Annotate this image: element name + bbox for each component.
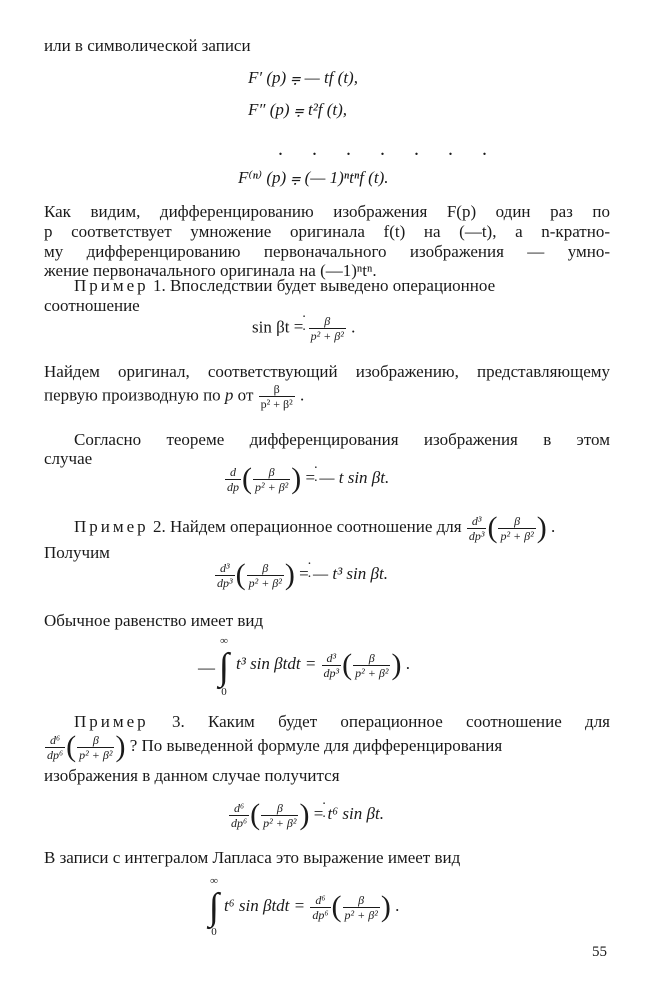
example-label: Пример: [74, 516, 149, 536]
text-line: Найдем оригинал, соответствующий изображению, представляющему: [44, 362, 610, 381]
equation-sin-image: sin βt · = · $\frac{\beta}{\text{p² + β²}}$ .: [252, 314, 355, 343]
paragraph-line: му дифференцированию первоначального изображения — умно-: [44, 242, 610, 261]
text-line: случае: [44, 449, 93, 468]
ellipsis-dots: . . . . . . .: [278, 138, 499, 160]
example-3-heading: [74, 712, 610, 732]
integral-sign: ∞ ∫ 0: [208, 875, 220, 938]
text-line: соотношение: [44, 296, 140, 315]
fraction: $\frac{\beta}{\text{p² + β²}}$: [260, 382, 293, 411]
text-line: Обычное равенство имеет вид: [44, 611, 264, 630]
example-label: Пример: [74, 712, 149, 731]
integral-equation-3: t³ sin βtdt = $\frac{\text{d³}}{\text{dp³}}$ ( $\frac{\beta}{\text{p² + β²}}$ ) .: [236, 648, 410, 681]
example-text: 3. Каким будет операционное соотношение для: [171, 712, 611, 731]
fraction: $\frac{\beta}{\text{p² + β²}}$: [310, 314, 344, 343]
example-text: 2. Найдем операционное соотношение для: [152, 516, 462, 536]
formula-first-derivative: F′ (p) ⩦ — tf (t),: [248, 68, 358, 87]
formula-nth-derivative: F⁽ⁿ⁾ (p) ⩦ (— 1)ⁿtⁿf (t).: [238, 168, 389, 187]
correspondence-sign: · = ·: [299, 564, 309, 584]
example-text: 1. Впоследствии будет выведено операционное: [152, 276, 496, 295]
equation-third-derivative: $\frac{\text{d³}}{\text{dp³}}$ ( $\frac{\beta}{\text{p² + β²}}$ ) · = · — t³ sin βt.: [214, 560, 388, 590]
text-line: или в символической записи: [44, 36, 251, 55]
correspondence-sign: · = ·: [294, 317, 304, 337]
text-line: Получим: [44, 543, 110, 562]
equation-derivative-image: $\frac{d}{dp}$ ( $\frac{\beta}{\text{p² + β²}}$ ) · = · — t sin βt.: [224, 464, 389, 494]
paragraph-line: Как видим, дифференцированию изображения F(p) один раз по: [44, 202, 610, 221]
page-number: 55: [592, 944, 607, 960]
text-line: изображения в данном случае получится: [44, 766, 340, 785]
equation-sixth-derivative: $\frac{\text{d⁶}}{\text{dp⁶}}$ ( $\frac{\beta}{\text{p² + β²}}$ ) · = · t⁶ sin βt.: [228, 800, 384, 830]
minus-sign: —: [198, 658, 215, 677]
paragraph-line: жение первоначального оригинала на (—1)ⁿtⁿ.: [44, 261, 377, 280]
example-1-heading: [74, 276, 610, 296]
text-line: $\frac{\text{d⁶}}{\text{dp⁶}}$ ( $\frac{\beta}{\text{p² + β²}}$ ) ? По выведенной формуле для дифференцирования: [47, 730, 503, 763]
example-label: Пример: [74, 276, 149, 295]
text-line: первую производную по p от $\frac{\beta}{\text{p² + β²}}$ .: [44, 382, 305, 411]
paragraph-line: p соответствует умножение оригинала f(t) на (—t), а n-кратно-: [44, 222, 610, 241]
text-line: Согласно теореме дифференцирования изображения в этом: [74, 430, 610, 449]
correspondence-sign: · = ·: [314, 804, 324, 824]
example-2-heading: Пример 2. Найдем операционное соотношение для $\frac{\text{d³}}{\text{dp³}}$ ( $\frac{\beta}{\text{p² + β²}}$ ) .: [74, 511, 556, 544]
correspondence-sign: · = ·: [306, 468, 316, 488]
integral-equation-6: t⁶ sin βtdt = $\frac{\text{d⁶}}{\text{dp⁶}}$ ( $\frac{\beta}{\text{p² + β²}}$ ) .: [224, 890, 400, 923]
formula-second-derivative: F″ (p) ⩦ t²f (t),: [248, 100, 348, 119]
text-line: В записи с интегралом Лапласа это выражение имеет вид: [44, 848, 461, 867]
integral-sign: ∞ ∫ 0: [218, 635, 230, 698]
